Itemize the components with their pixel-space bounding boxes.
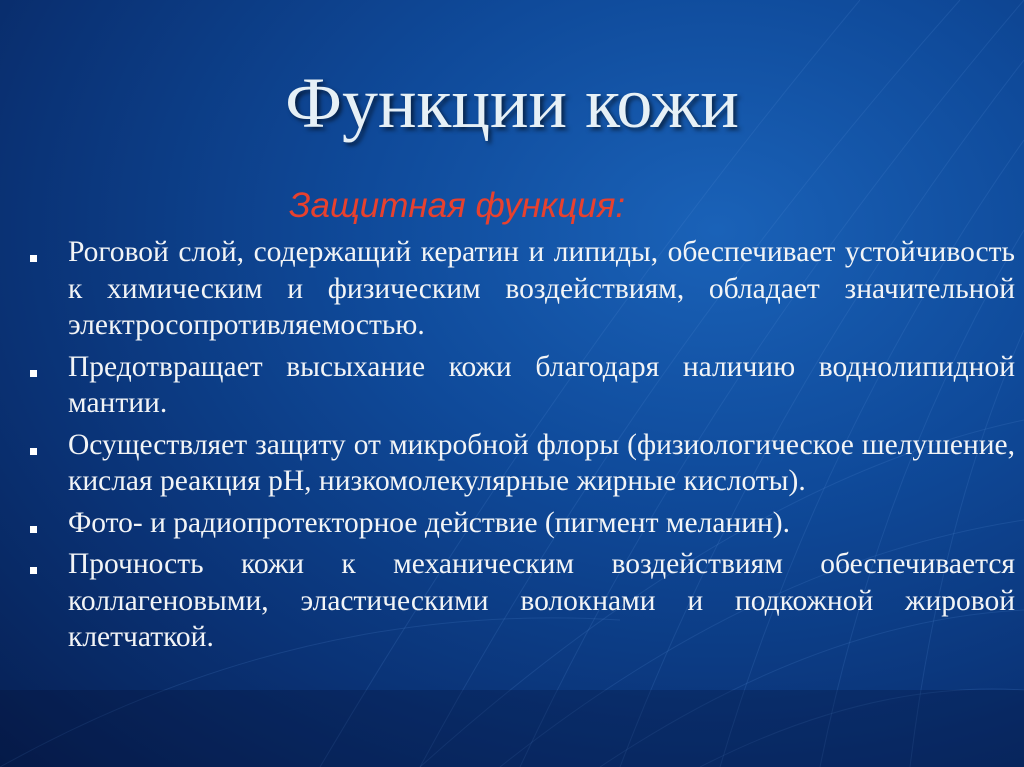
bullet-text: Фото- и радиопротекторное действие (пигмент меланин). [68,506,790,539]
bullet-list [30,234,1015,661]
bullet-text: Осуществляет защиту от микробной флоры (физиологическое шелушение, кислая реакция pH, низкомолекулярные жирные кислоты). [68,428,1015,497]
square-bullet-icon [30,255,37,262]
bullet-text: Предотвращает высыхание кожи благодаря наличию воднолипидной мантии. [68,350,1015,419]
bullet-item [30,349,1015,422]
bullet-item [30,505,1015,542]
square-bullet-icon [30,448,37,455]
bullet-item [30,234,1015,344]
bullet-text: Прочность кожи к механическим воздействиям обеспечивается коллагеновыми, эластическими волокнами и подкожной жировой клетчаткой. [68,548,1015,653]
slide-title: Функции кожи [285,63,739,143]
square-bullet-icon [30,526,37,533]
square-bullet-icon [30,370,37,377]
bullet-item [30,427,1015,500]
bullet-text: Роговой слой, содержащий кератин и липиды, обеспечивает устойчивость к химическим и физическим воздействиям, обладает значительной электросопротивляемостью. [68,236,1015,341]
section-subtitle: Защитная функция: [289,186,626,225]
bullet-item [30,546,1015,656]
square-bullet-icon [30,567,37,574]
